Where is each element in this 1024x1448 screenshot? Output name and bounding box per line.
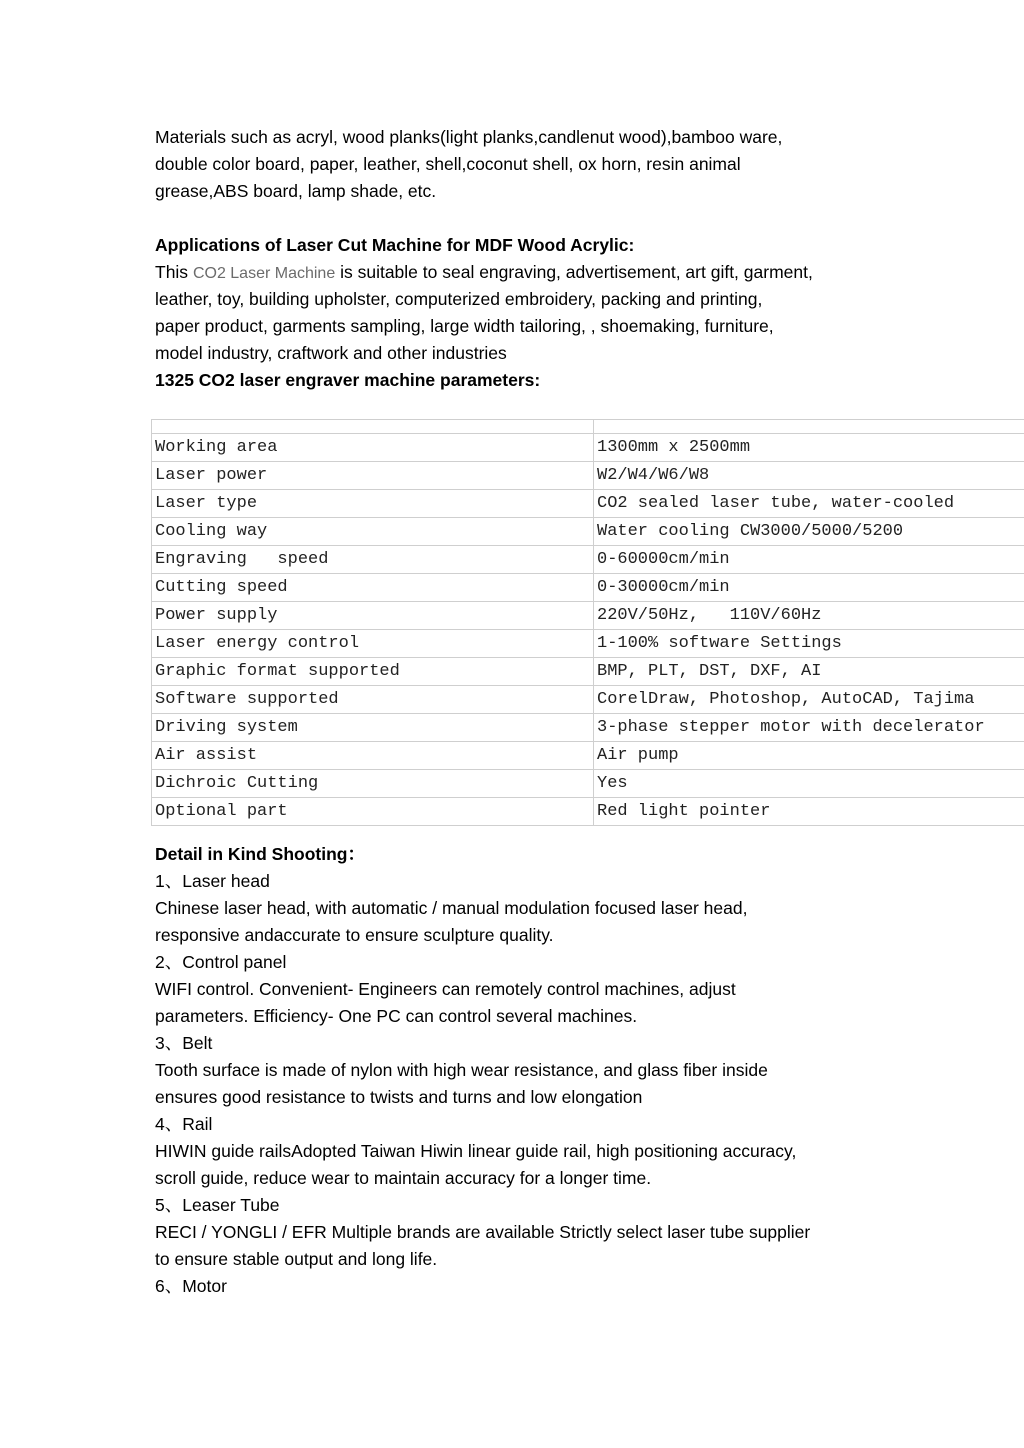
param-value: 0-30000cm/min [594, 574, 1024, 602]
paragraph-line [155, 259, 915, 286]
materials-paragraph [155, 124, 915, 205]
paragraph-line: model industry, craftwork and other industries [155, 343, 507, 363]
param-label: Laser type [152, 490, 594, 518]
detail-item-title-belt: 3、Belt [155, 1033, 213, 1053]
param-value: Air pump [594, 742, 1024, 770]
param-value: 1300mm x 2500mm [594, 434, 1024, 462]
param-label: Graphic format supported [152, 658, 594, 686]
paragraph-line: HIWIN guide railsAdopted Taiwan Hiwin linear guide rail, high positioning accuracy, [155, 1141, 797, 1161]
table-row [152, 602, 1024, 630]
table-row [152, 742, 1024, 770]
detail-item-title-motor: 6、Motor [155, 1276, 227, 1296]
param-label: Laser power [152, 462, 594, 490]
param-value: Yes [594, 770, 1024, 798]
param-value: 0-60000cm/min [594, 546, 1024, 574]
paragraph-line: Chinese laser head, with automatic / manual modulation focused laser head, [155, 898, 748, 918]
paragraph-line: to ensure stable output and long life. [155, 1249, 438, 1269]
paragraph-line: scroll guide, reduce wear to maintain accuracy for a longer time. [155, 1168, 652, 1188]
table-row [152, 490, 1024, 518]
table-row [152, 714, 1024, 742]
table-row [152, 434, 1024, 462]
param-value: 1-100% software Settings [594, 630, 1024, 658]
paragraph-line: responsive andaccurate to ensure sculpture quality. [155, 925, 554, 945]
param-label: Air assist [152, 742, 594, 770]
param-value: CorelDraw, Photoshop, AutoCAD, Tajima [594, 686, 1024, 714]
param-label: Working area [152, 434, 594, 462]
paragraph-line: Materials such as acryl, wood planks(light planks,candlenut wood),bamboo ware, [155, 127, 783, 147]
details-heading: Detail in Kind Shooting： [155, 844, 365, 864]
table-row [152, 770, 1024, 798]
table-row [152, 518, 1024, 546]
param-value: 3-phase stepper motor with decelerator [594, 714, 1024, 742]
intro-prefix: This [155, 262, 193, 282]
param-label: Software supported [152, 686, 594, 714]
table-row [152, 462, 1024, 490]
table-row [152, 686, 1024, 714]
co2-laser-machine-link[interactable]: CO2 Laser Machine [192, 265, 336, 282]
param-value: W2/W4/W6/W8 [594, 462, 1024, 490]
detail-item-title-rail: 4、Rail [155, 1114, 213, 1134]
param-label: Power supply [152, 602, 594, 630]
paragraph-line: parameters. Efficiency- One PC can control several machines. [155, 1006, 638, 1026]
paragraph-line: leather, toy, building upholster, computerized embroidery, packing and printing, [155, 289, 763, 309]
paragraph-line: paper product, garments sampling, large width tailoring, , shoemaking, furniture, [155, 316, 774, 336]
paragraph-line: ensures good resistance to twists and turns and low elongation [155, 1087, 643, 1107]
param-value: Red light pointer [594, 798, 1024, 826]
paragraph-line: grease,ABS board, lamp shade, etc. [155, 181, 437, 201]
param-value: CO2 sealed laser tube, water-cooled [594, 490, 1024, 518]
param-value: Water cooling CW3000/5000/5200 [594, 518, 1024, 546]
detail-item-title-control-panel: 2、Control panel [155, 952, 287, 972]
table-spacer-row [152, 420, 1024, 434]
paragraph-line: double color board, paper, leather, shell,coconut shell, ox horn, resin animal [155, 154, 741, 174]
table-row [152, 798, 1024, 826]
parameters-heading: 1325 CO2 laser engraver machine parameters: [155, 370, 541, 390]
param-value: BMP, PLT, DST, DXF, AI [594, 658, 1024, 686]
paragraph-line: RECI / YONGLI / EFR Multiple brands are available Strictly select laser tube supplier [155, 1222, 811, 1242]
paragraph-line: Tooth surface is made of nylon with high wear resistance, and glass fiber inside [155, 1060, 768, 1080]
details-section [155, 841, 915, 1300]
table-row [152, 546, 1024, 574]
applications-section [155, 232, 915, 394]
param-label: Cutting speed [152, 574, 594, 602]
param-label: Dichroic Cutting [152, 770, 594, 798]
paragraph-line: WIFI control. Convenient- Engineers can remotely control machines, adjust [155, 979, 736, 999]
param-label: Driving system [152, 714, 594, 742]
parameters-table [151, 419, 1024, 826]
detail-item-title-laser-head: 1、Laser head [155, 871, 270, 891]
param-label: Optional part [152, 798, 594, 826]
param-label: Engraving speed [152, 546, 594, 574]
applications-heading: Applications of Laser Cut Machine for MDF Wood Acrylic: [155, 235, 635, 255]
intro-suffix: is suitable to seal engraving, advertisement, art gift, garment, [335, 262, 813, 282]
param-value: 220V/50Hz, 110V/60Hz [594, 602, 1024, 630]
param-label: Cooling way [152, 518, 594, 546]
table-row [152, 630, 1024, 658]
detail-item-title-laser-tube: 5、Leaser Tube [155, 1195, 280, 1215]
param-label: Laser energy control [152, 630, 594, 658]
table-row [152, 574, 1024, 602]
table-row [152, 658, 1024, 686]
